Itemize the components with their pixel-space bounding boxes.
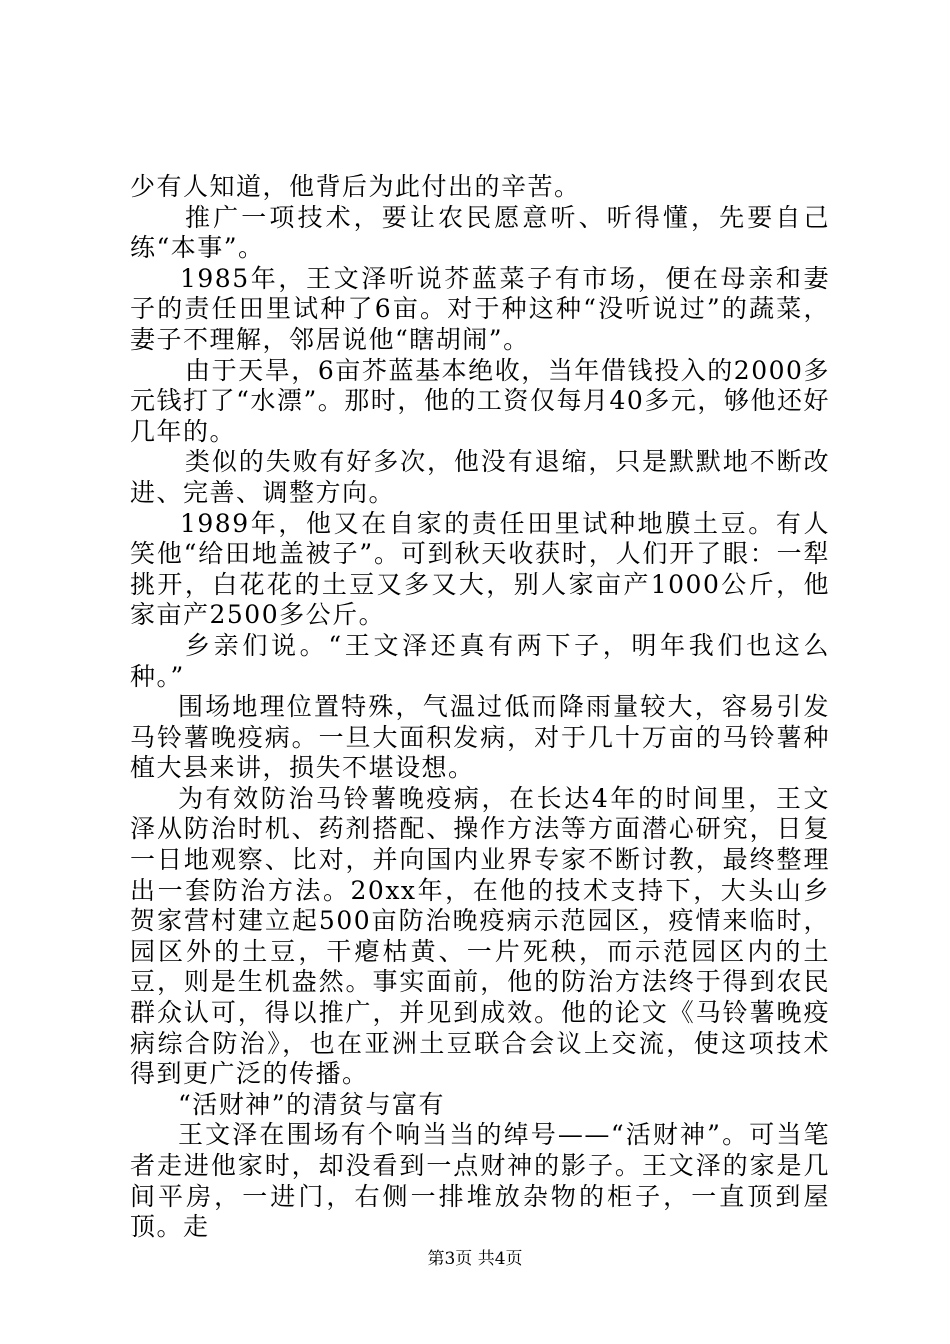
paragraph-repeated-failures: 类似的失败有好多次，他没有退缩，只是默默地不断改进、完善、调整方向。 <box>130 447 830 507</box>
paragraph-1985-trial: 1985年，王文泽听说芥蓝菜子有市场，便在母亲和妻子的责任田里试种了6亩。对于种这种“没听说过”的蔬菜，妻子不理解，邻居说他“瞎胡闹”。 <box>130 263 830 354</box>
paragraph-blight-research: 为有效防治马铃薯晚疫病，在长达4年的时间里，王文泽从防治时机、药剂搭配、操作方法等方面潜心研究，日复一日地观察、比对，并向国内业界专家不断讨教，最终整理出一套防治方法。20xx年，在他的技术支持下，大头山乡贺家营村建立起500亩防治晚疫病示范园区，疫情来临时，园区外的土豆，干瘪枯黄、一片死秧，而示范园区内的土豆，则是生机盎然。事实面前，他的防治方法终于得到农民群众认可，得以推广，并见到成效。他的论文《马铃薯晚疫病综合防治》，也在亚洲土豆联合会议上交流，使这项技术得到更广泛的传播。 <box>130 783 830 1089</box>
paragraph-villagers-quote: 乡亲们说。“王文泽还真有两下子，明年我们也这么种。” <box>130 630 830 691</box>
article-body <box>130 172 830 1243</box>
paragraph-continuation: 少有人知道，他背后为此付出的辛苦。 <box>130 172 581 201</box>
paragraph-drought-loss: 由于天旱，6亩芥蓝基本绝收，当年借钱投入的2000多元钱打了“水漂”。那时，他的工资仅每月40多元，够他还好几年的。 <box>130 355 830 446</box>
section-heading: “活财神”的清贫与富有 <box>178 1089 446 1119</box>
paragraph-late-blight-risk: 围场地理位置特殊，气温过低而降雨量较大，容易引发马铃薯晚疫病。一旦大面积发病，对于几十万亩的马铃薯种植大县来讲，损失不堪设想。 <box>130 692 830 783</box>
page-number-footer: 第3页 共4页 <box>427 1249 523 1269</box>
paragraph-1989-potatoes: 1989年，他又在自家的责任田里试种地膜土豆。有人笑他“给田地盖被子”。可到秋天收获时，人们开了眼：一犁挑开，白花花的土豆又多又大，别人家亩产1000公斤，他家亩产2500多公斤。 <box>130 508 830 630</box>
paragraph-tech-promotion: 推广一项技术，要让农民愿意听、听得懂，先要自己练“本事”。 <box>130 202 830 263</box>
paragraph-nickname: 王文泽在围场有个响当当的绰号——“活财神”。可当笔者走进他家时，却没看到一点财神的影子。王文泽的家是几间平房，一进门，右侧一排堆放杂物的柜子，一直顶到屋顶。走 <box>130 1120 830 1242</box>
